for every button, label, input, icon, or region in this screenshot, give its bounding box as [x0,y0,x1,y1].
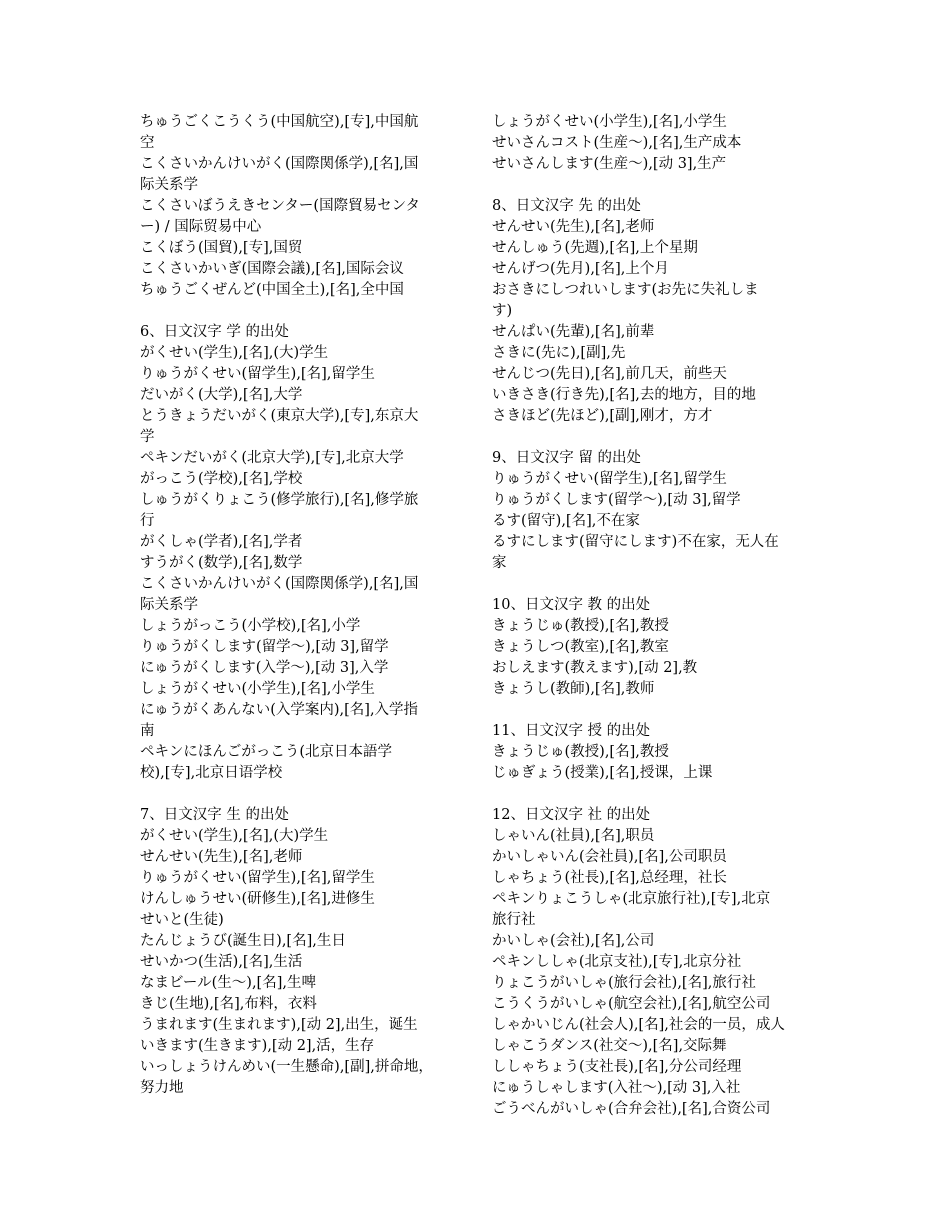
text-line: ごうべんがいしゃ(合弁会社),[名],合资公司 [492,1101,771,1117]
text-line: ちゅうごくぜんど(中国全土),[名],全中国 [140,282,404,298]
text-line: こくさいぼうえきセンター(国際貿易センタ [140,198,420,214]
section-gap [492,427,814,448]
text-line: りゅうがくせい(留学生),[名],留学生 [492,471,727,487]
section-heading: 12、日文汉字 社 的出处 [492,807,651,823]
text-line: かいしゃいん(会社員),[名],公司职员 [492,849,727,865]
text-line: きょうじゅ(教授),[名],教授 [492,618,669,634]
text-line: おさきにしつれいします(お先に失礼しま [492,282,759,298]
text-line: きょうじゅ(教授),[名],教授 [492,744,669,760]
text-line: せいかつ(生活),[名],生活 [140,954,303,970]
text-line: だいがく(大学),[名],大学 [140,387,303,403]
text-line: ししゃちょう(支社長),[名],分公司经理 [492,1059,742,1075]
text-line: こくさいかいぎ(国際会議),[名],国际会议 [140,261,404,277]
text-line: りゅうがくせい(留学生),[名],留学生 [140,870,375,886]
text-line: るすにします(留守にします)不在家，无人在 [492,534,779,550]
text-line: しゃいん(社員),[名],职员 [492,828,655,844]
text-line: 际关系学 [140,177,198,193]
text-line: がくせい(学生),[名],(大)学生 [140,828,329,844]
text-line: にゅうしゃします(入社～),[动 3],入社 [492,1080,741,1096]
text-line: せいさんします(生産～),[动 3],生产 [492,156,727,172]
text-line: こくさいかんけいがく(国際関係学),[名],国 [140,576,419,592]
section-gap [492,574,814,595]
left-column [140,112,462,1099]
text-line: りょこうがいしゃ(旅行会社),[名],旅行社 [492,975,756,991]
text-line: しょうがくせい(小学生),[名],小学生 [492,114,727,130]
text-line: 旅行社 [492,912,536,928]
text-line: いっしょうけんめい(一生懸命),[副],拼命地， [140,1059,433,1075]
text-line: しゃちょう(社長),[名],总经理，社长 [492,870,727,886]
text-line: りゅうがくします(留学～),[动 3],留学 [140,639,389,655]
section-gap [492,700,814,721]
section-heading: 8、日文汉字 先 的出处 [492,198,641,214]
text-line: しょうがっこう(小学校),[名],小学 [140,618,361,634]
text-line: さきに(先に),[副],先 [492,345,626,361]
text-line: せいさんコスト(生産～),[名],生产成本 [492,135,742,151]
text-line: かいしゃ(会社),[名],公司 [492,933,655,949]
text-line: きじ(生地),[名],布料，衣料 [140,996,317,1012]
text-line: 空 [140,135,155,151]
section-heading: 7、日文汉字 生 的出处 [140,807,289,823]
text-line: せいと(生徒) [140,912,224,928]
text-line: す) [492,303,513,319]
text-line: がくしゃ(学者),[名],学者 [140,534,303,550]
text-line: たんじょうび(誕生日),[名],生日 [140,933,346,949]
text-line: 校),[专],北京日语学校 [140,765,283,781]
text-line: こうくうがいしゃ(航空会社),[名],航空公司 [492,996,771,1012]
text-line: にゅうがくあんない(入学案内),[名],入学指 [140,702,419,718]
text-line: ー) / 国际贸易中心 [140,219,262,235]
text-line: りゅうがくせい(留学生),[名],留学生 [140,366,375,382]
text-line: 家 [492,555,507,571]
text-line: きょうし(教師),[名],教师 [492,681,655,697]
text-line: ちゅうごくこうくう(中国航空),[专],中国航 [140,114,419,130]
text-line: せんじつ(先日),[名],前几天，前些天 [492,366,727,382]
text-line: 南 [140,723,155,739]
section-heading: 9、日文汉字 留 的出处 [492,450,641,466]
text-line: 际关系学 [140,597,198,613]
text-line: いきます(生きます),[动 2],活，生存 [140,1038,375,1054]
section-gap [140,784,462,805]
text-line: さきほど(先ほど),[副],刚才，方才 [492,408,713,424]
text-line: とうきょうだいがく(東京大学),[专],东京大 [140,408,419,424]
text-line: おしえます(教えます),[动 2],教 [492,660,698,676]
text-line: 学 [140,429,155,445]
text-line: しゅうがくりょこう(修学旅行),[名],修学旅 [140,492,419,508]
text-line: るす(留守),[名],不在家 [492,513,640,529]
text-line: せんぱい(先輩),[名],前辈 [492,324,655,340]
section-heading: 11、日文汉字 授 的出处 [492,723,651,739]
text-line: こくさいかんけいがく(国際関係学),[名],国 [140,156,419,172]
text-line: がっこう(学校),[名],学校 [140,471,303,487]
section-gap [492,175,814,196]
text-line: きょうしつ(教室),[名],教室 [492,639,669,655]
text-line: 努力地 [140,1080,184,1096]
text-line: せんせい(先生),[名],老师 [492,219,655,235]
section-heading: 10、日文汉字 教 的出处 [492,597,651,613]
text-line: じゅぎょう(授業),[名],授课，上课 [492,765,713,781]
section-heading: 6、日文汉字 学 的出处 [140,324,289,340]
text-line: なまビール(生～),[名],生啤 [140,975,316,991]
section-gap [492,784,814,805]
text-line: しゃこうダンス(社交～),[名],交际舞 [492,1038,727,1054]
text-line: けんしゅうせい(研修生),[名],进修生 [140,891,375,907]
right-column [492,112,814,1120]
text-line: 行 [140,513,155,529]
text-line: りゅうがくします(留学～),[动 3],留学 [492,492,741,508]
text-line: いきさき(行き先),[名],去的地方，目的地 [492,387,756,403]
text-line: せんしゅう(先週),[名],上个星期 [492,240,698,256]
section-gap [140,301,462,322]
text-line: ペキンししゃ(北京支社),[专],北京分社 [492,954,742,970]
text-line: ペキンだいがく(北京大学),[专],北京大学 [140,450,404,466]
text-line: しゃかいじん(社会人),[名],社会的一员，成人 [492,1017,785,1033]
text-line: こくぼう(国貿),[专],国贸 [140,240,303,256]
text-line: すうがく(数学),[名],数学 [140,555,303,571]
text-line: ペキンにほんごがっこう(北京日本語学 [140,744,393,760]
text-line: せんせい(先生),[名],老师 [140,849,303,865]
text-line: ペキンりょこうしゃ(北京旅行社),[专],北京 [492,891,771,907]
text-line: にゅうがくします(入学～),[动 3],入学 [140,660,389,676]
text-line: せんげつ(先月),[名],上个月 [492,261,669,277]
text-line: がくせい(学生),[名],(大)学生 [140,345,329,361]
text-line: うまれます(生まれます),[动 2],出生，诞生 [140,1017,418,1033]
text-line: しょうがくせい(小学生),[名],小学生 [140,681,375,697]
